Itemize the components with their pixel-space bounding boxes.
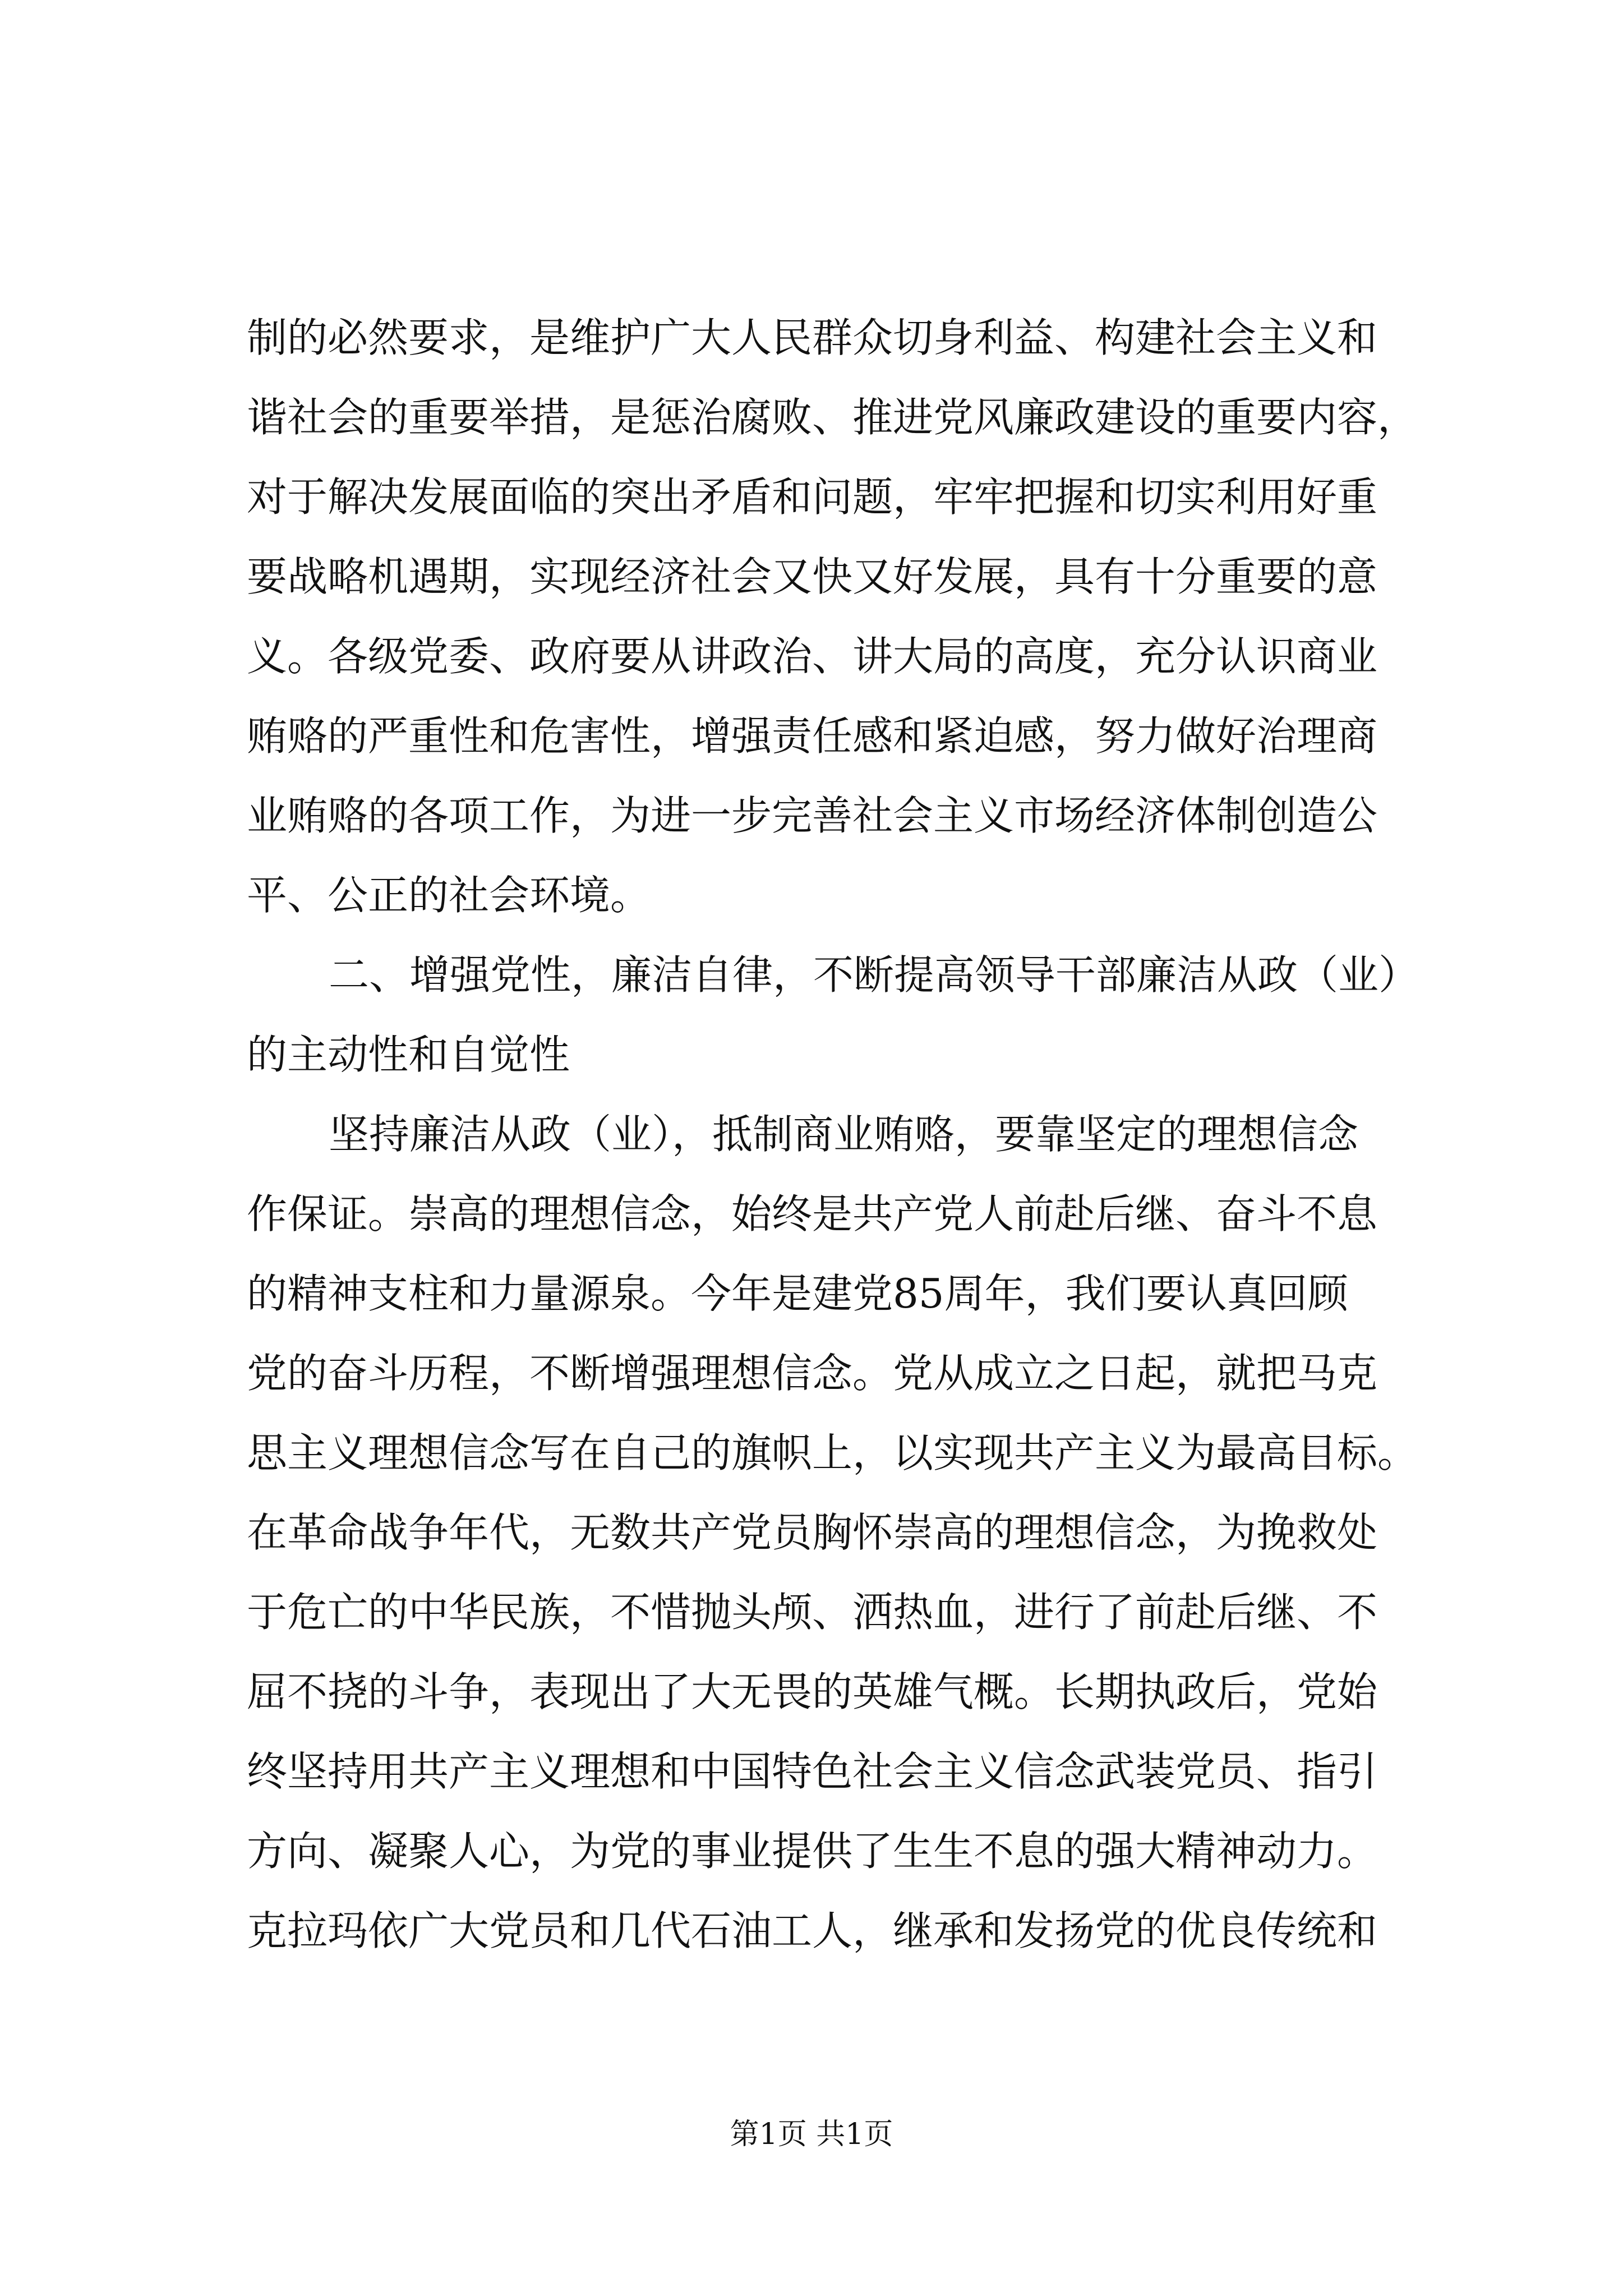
text-line: 终坚持用共产主义理想和中国特色社会主义信念武装党员、指引 — [247, 1748, 1378, 1795]
text-line: 方向、凝聚人心，为党的事业提供了生生不息的强大精神动力。 — [247, 1828, 1378, 1875]
text-line: 克拉玛依广大党员和几代石油工人，继承和发扬党的优良传统和 — [247, 1907, 1378, 1954]
text-line: 党的奋斗历程，不断增强理想信念。党从成立之日起，就把马克 — [247, 1350, 1378, 1397]
text-line: 制的必然要求，是维护广大人民群众切身利益、构建社会主义和 — [247, 314, 1378, 361]
text-line: 对于解决发展面临的突出矛盾和问题，牢牢把握和切实利用好重 — [247, 473, 1378, 521]
text-line: 谐社会的重要举措，是惩治腐败、推进党风廉政建设的重要内容， — [247, 394, 1418, 441]
text-line: 坚持廉洁从政（业），抵制商业贿赂，要靠坚定的理想信念 — [329, 1111, 1359, 1158]
text-line: 要战略机遇期，实现经济社会又快又好发展，具有十分重要的意 — [247, 553, 1378, 600]
text-line: 义。各级党委、政府要从讲政治、讲大局的高度，充分认识商业 — [247, 633, 1378, 680]
page-footer: 第1页 共1页 — [730, 2118, 893, 2151]
text-line: 于危亡的中华民族，不惜抛头颅、洒热血，进行了前赴后继、不 — [247, 1589, 1378, 1636]
text-line: 贿赂的严重性和危害性，增强责任感和紧迫感，努力做好治理商 — [247, 712, 1378, 760]
section-heading: 二、增强党性，廉洁自律，不断提高领导干部廉洁从政（业） — [329, 951, 1419, 999]
text-line: 业贿赂的各项工作，为进一步完善社会主义市场经济体制创造公 — [247, 792, 1378, 839]
section-heading-continued: 的主动性和自觉性 — [247, 1031, 570, 1078]
text-line: 思主义理想信念写在自己的旗帜上，以实现共产主义为最高目标。 — [247, 1429, 1418, 1476]
text-line: 屈不挠的斗争，表现出了大无畏的英雄气概。长期执政后，党始 — [247, 1668, 1378, 1715]
text-line: 的精神支柱和力量源泉。今年是建党85周年，我们要认真回顾 — [247, 1270, 1348, 1317]
text-line: 平、公正的社会环境。 — [247, 872, 651, 919]
text-line: 作保证。崇高的理想信念，始终是共产党人前赴后继、奋斗不息 — [247, 1190, 1378, 1237]
text-line: 在革命战争年代，无数共产党员胸怀崇高的理想信念，为挽救处 — [247, 1509, 1378, 1556]
